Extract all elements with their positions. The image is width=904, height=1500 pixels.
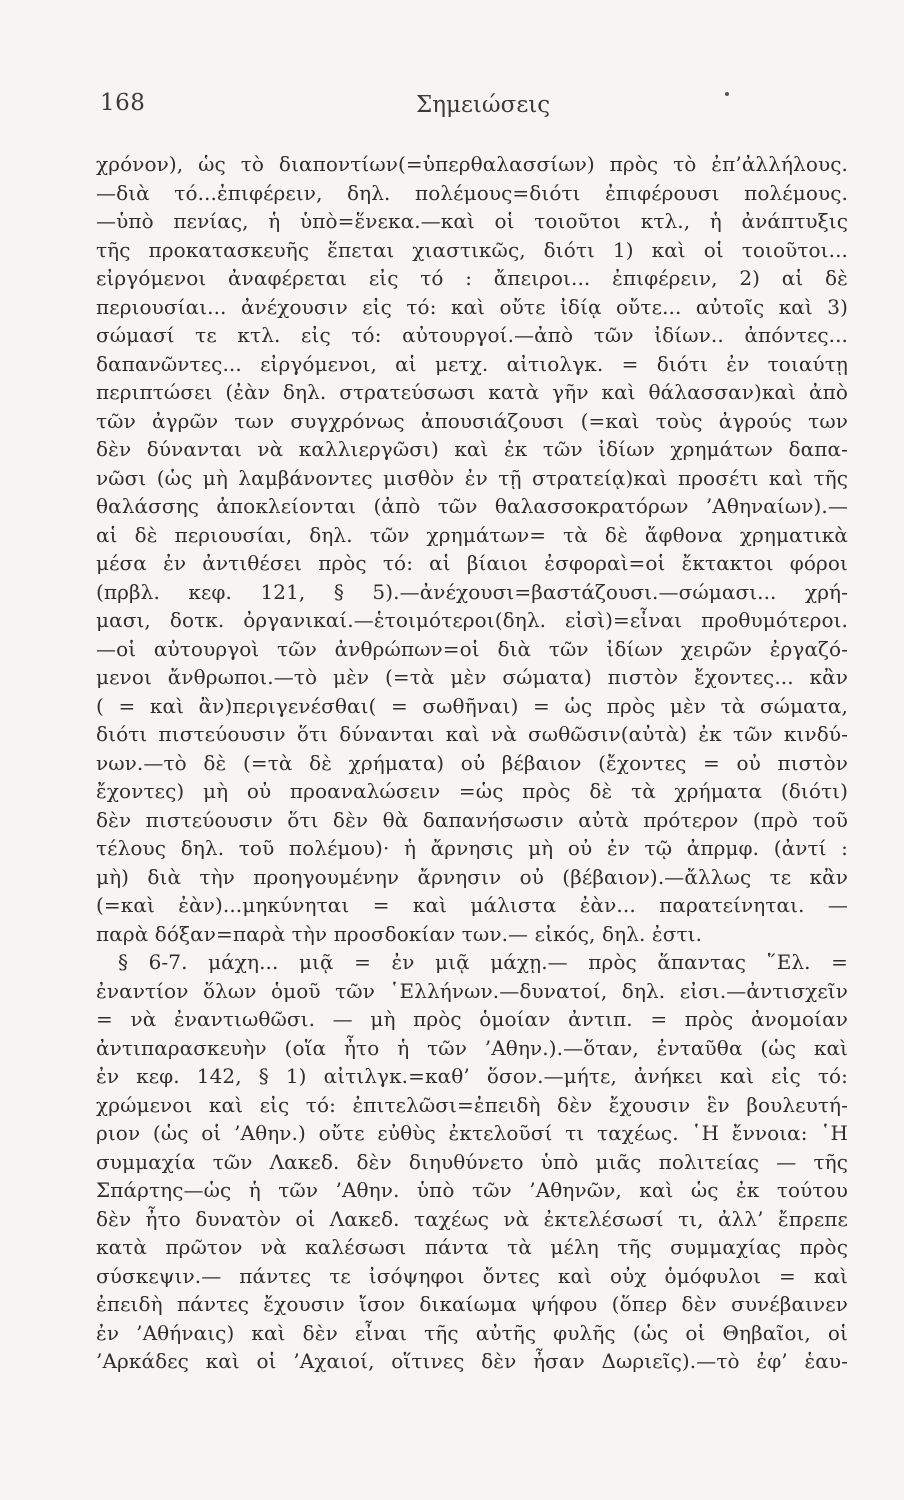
- text-line: δὲν πιστεύουσιν ὅτι δὲν θὰ δαπανήσωσιν αὐτὰ πρότερον (πρὸ τοῦ: [96, 807, 848, 832]
- text-line: (πρβλ. κεφ. 121, § 5).—ἀνέχουσι=βαστάζουσι.—σώμασι... χρή-: [96, 579, 848, 604]
- text-line: διότι πιστεύουσιν ὅτι δύνανται καὶ νὰ σωθῶσιν(αὐτὰ) ἐκ τῶν κινδύ-: [96, 722, 848, 746]
- text-line: θαλάσσης ἀποκλείονται (ἀπὸ τῶν θαλασσοκρατόρων ’Αθηναίων).—: [96, 494, 848, 518]
- text-line: παρὰ δόξαν=παρὰ τὴν προσδοκίαν των.— εἰκός, δηλ. ἐστι.: [96, 921, 703, 946]
- text-line: ριον (ὡς οἱ ’Αθην.) οὔτε εὐθὺς ἐκτελοῦσί τι ταχέως. ῾Η ἔννοια: ῾Η: [96, 1121, 848, 1145]
- text-line: τέλους δηλ. τοῦ πολέμου)· ἡ ἄρνησις μὴ οὐ ἐν τῷ ἀπρμφ. (ἀντί :: [96, 836, 848, 860]
- text-line: συμμαχία τῶν Λακεδ. δὲν διηυθύνετο ὑπὸ μιᾶς πολιτείας — τῆς: [96, 1149, 848, 1174]
- text-line: —ὑπὸ πενίας, ἡ ὑπὸ=ἕνεκα.—καὶ οἱ τοιοῦτοι κτλ., ἡ ἀνάπτυξις: [96, 209, 848, 233]
- text-line: (=καὶ ἐὰν)...μηκύνηται = καὶ μάλιστα ἐὰν... παρατείνηται. —: [96, 893, 848, 917]
- text-line: σώμασί τε κτλ. εἰς τό: αὐτουργοί.—ἀπὸ τῶν ἰδίων.. ἀπόντες...: [96, 323, 848, 347]
- text-line: ἐναντίον ὅλων ὁμοῦ τῶν ῾Ελλήνων.—δυνατοί, δηλ. εἰσι.—ἀντισχεῖν: [96, 978, 848, 1003]
- text-line: —οἱ αὐτουργοὶ τῶν ἀνθρώπων=οἱ διὰ τῶν ἰδίων χειρῶν ἐργαζό-: [96, 636, 848, 661]
- text-line: νῶσι (ὡς μὴ λαμβάνοντες μισθὸν ἐν τῇ στρατείᾳ)καὶ προσέτι καὶ τῆς: [96, 465, 848, 490]
- text-line: ( = καὶ ἂν)περιγενέσθαι( = σωθῆναι) = ὡς πρὸς μὲν τὰ σώματα,: [96, 693, 848, 718]
- text-line: τῆς προκατασκευῆς ἕπεται χιαστικῶς, διότι 1) καὶ οἱ τοιοῦτοι...: [96, 237, 848, 262]
- text-line: ἀντιπαρασκευὴν (οἵα ἦτο ἡ τῶν ’Αθην.).—ὅταν, ἐνταῦθα (ὡς καὶ: [96, 1035, 848, 1060]
- text-line: ἐπειδὴ πάντες ἔχουσιν ἴσον δικαίωμα ψήφου (ὅπερ δὲν συνέβαινεν: [96, 1292, 848, 1316]
- text-line: νων.—τὸ δὲ (=τὰ δὲ χρήματα) οὐ βέβαιον (ἔχοντες = οὐ πιστὸν: [96, 750, 848, 775]
- text-line: μὴ) διὰ τὴν προηγουμένην ἄρνησιν οὐ (βέβαιον).—ἄλλως τε κἂν: [96, 864, 848, 889]
- text-line: § 6-7. μάχη... μιᾷ = ἐν μιᾷ μάχῃ.— πρὸς ἅπαντας ῞Ελ. =: [118, 950, 848, 974]
- page-number: 168: [100, 90, 146, 116]
- text-line: τῶν ἀγρῶν των συγχρόνως ἀπουσιάζουσι (=καὶ τοὺς ἀγρούς των: [96, 408, 848, 433]
- text-line: ἔχοντες) μὴ οὐ προαναλώσειν =ὡς πρὸς δὲ τὰ χρήματα (διότι): [96, 779, 848, 803]
- running-title: Σημειώσεις: [416, 92, 551, 118]
- text-line: δὲν δύνανται νὰ καλλιεργῶσι) καὶ ἐκ τῶν ἰδίων χρημάτων δαπα-: [96, 437, 848, 461]
- text-line: σύσκεψιν.— πάντες τε ἰσόψηφοι ὄντες καὶ οὐχ ὁμόφυλοι = καὶ: [96, 1263, 848, 1288]
- text-line: ἐν ’Αθήναις) καὶ δὲν εἶναι τῆς αὐτῆς φυλῆς (ὡς οἱ Θηβαῖοι, οἱ: [96, 1320, 848, 1345]
- text-line: ἐν κεφ. 142, § 1) αἰτιλγκ.=καθ’ ὅσον.—μήτε, ἀνήκει καὶ εἰς τό:: [96, 1064, 848, 1088]
- text-line: Σπάρτης—ὡς ἡ τῶν ’Αθην. ὑπὸ τῶν ’Αθηνῶν, καὶ ὡς ἐκ τούτου: [96, 1178, 848, 1202]
- notes-text: [96, 150, 848, 1376]
- text-line: αἱ δὲ περιουσίαι, δηλ. τῶν χρημάτων= τὰ δὲ ἄφθονα χρηματικὰ: [96, 522, 848, 547]
- text-line: χρόνον), ὡς τὸ διαποντίων(=ὑπερθαλασσίων) πρὸς τὸ ἐπ’ἀλλήλους.: [96, 152, 848, 176]
- text-line: περιουσίαι... ἀνέχουσιν εἰς τό: καὶ οὔτε ἰδίᾳ οὔτε... αὐτοῖς καὶ 3): [96, 294, 848, 319]
- text-line: χρώμενοι καὶ εἰς τό: ἐπιτελῶσι=ἐπειδὴ δὲν ἔχουσιν ἓν βουλευτή-: [96, 1092, 848, 1117]
- text-line: ’Αρκάδες καὶ οἱ ’Αχαιοί, οἵτινες δὲν ἦσαν Δωριεῖς).—τὸ ἐφ’ ἑαυ-: [96, 1349, 848, 1373]
- ink-speck: [725, 92, 729, 96]
- text-line: μασι, δοτκ. ὀργανικαί.—ἑτοιμότεροι(δηλ. εἰσὶ)=εἶναι προθυμότεροι.: [96, 608, 848, 632]
- text-line: δαπανῶντες... εἰργόμενοι, αἱ μετχ. αἰτιολγκ. = διότι ἐν τοιαύτῃ: [96, 351, 848, 376]
- text-line: = νὰ ἐναντιωθῶσι. — μὴ πρὸς ὁμοίαν ἀντιπ. = πρὸς ἀνομοίαν: [96, 1007, 848, 1031]
- text-line: κατὰ πρῶτον νὰ καλέσωσι πάντα τὰ μέλη τῆς συμμαχίας πρὸς: [96, 1235, 848, 1259]
- text-line: —διὰ τό...ἐπιφέρειν, δηλ. πολέμους=διότι ἐπιφέρουσι πολέμους.: [96, 180, 848, 205]
- text-line: περιπτώσει (ἐὰν δηλ. στρατεύσωσι κατὰ γῆν καὶ θάλασσαν)καὶ ἀπὸ: [96, 380, 848, 404]
- text-line: μενοι ἄνθρωποι.—τὸ μὲν (=τὰ μὲν σώματα) πιστὸν ἔχοντες... κἂν: [96, 665, 848, 689]
- text-line: εἰργόμενοι ἀναφέρεται εἰς τό : ἄπειροι... ἐπιφέρειν, 2) αἱ δὲ: [96, 266, 848, 290]
- text-line: μέσα ἐν ἀντιθέσει πρὸς τό: αἱ βίαιοι ἐσφοραὶ=οἱ ἔκτακτοι φόροι: [96, 551, 848, 575]
- text-line: δὲν ἦτο δυνατὸν οἱ Λακεδ. ταχέως νὰ ἐκτελέσωσί τι, ἀλλ’ ἔπρεπε: [96, 1206, 848, 1231]
